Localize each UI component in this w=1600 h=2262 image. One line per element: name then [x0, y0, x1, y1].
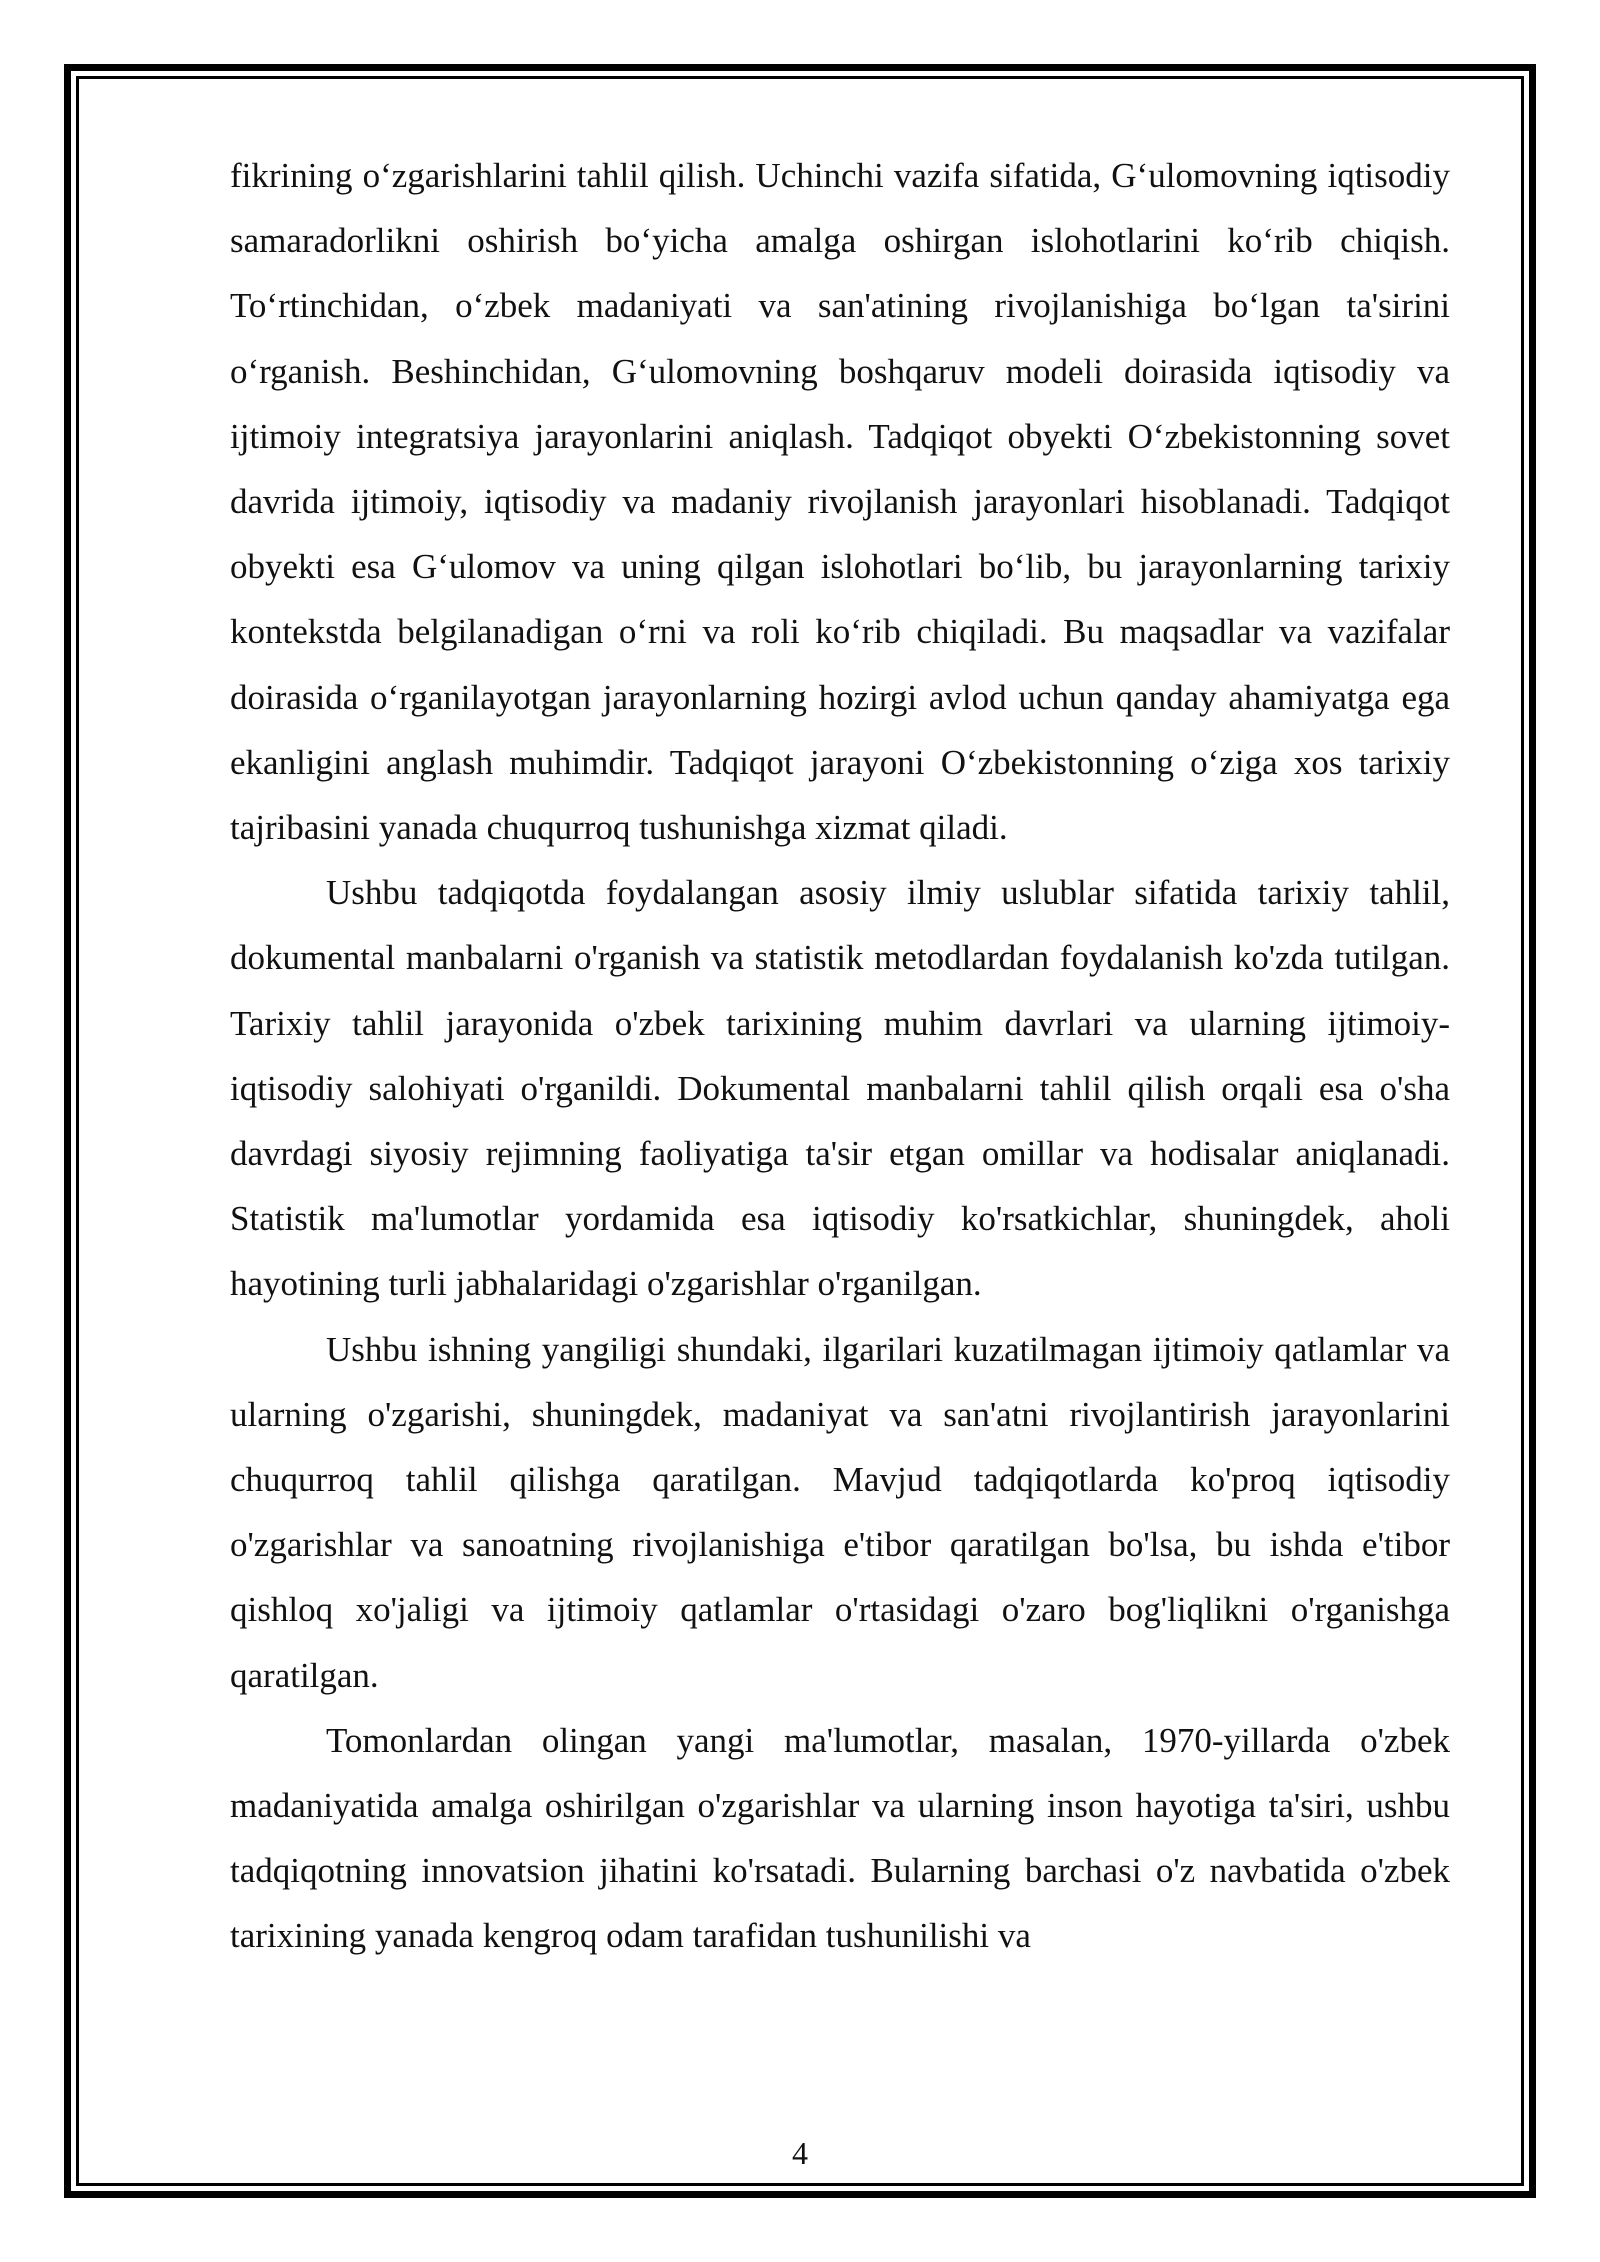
text-line: fikrining o‘zgarishlarini tahlil qilish. Uchinchi vazifa sifatida, G‘ulomovning	[230, 156, 1318, 195]
text-line: ijtimoiy-iqtisodiy salohiyati o'rganildi. Dokumental manbalarni tahlil qilish	[230, 1003, 1450, 1108]
paragraph-4	[230, 1708, 1450, 1969]
document-body	[230, 143, 1450, 1969]
paragraph-1	[230, 143, 1450, 860]
text-line: dokumental manbalarni o'rganish va statistik metodlardan foydalanish ko'zda	[230, 938, 1324, 978]
text-line: chiqish. To‘rtinchidan, o‘zbek madaniyati va san'atining rivojlanishiga bo‘lgan	[230, 221, 1450, 326]
text-line: yanada chuqurroq tushunishga xizmat qiladi.	[378, 808, 1008, 848]
text-line: qatlamlar va ularning o'zgarishi, shuningdek, madaniyat va san'atni rivojlantirish	[230, 1329, 1451, 1434]
text-line: O‘zbekistonning sovet davrida ijtimoiy, iqtisodiy va madaniy rivojlanish	[230, 416, 1451, 522]
text-line: hodisalar aniqlanadi. Statistik ma'lumotlar yordamida esa iqtisodiy	[230, 1134, 1450, 1239]
text-line: islohotlari bo‘lib, bu jarayonlarning tarixiy kontekstda belgilanadigan o‘rni va	[230, 547, 1451, 652]
paragraph-2	[230, 860, 1450, 1316]
text-line: jarayonlarini chuqurroq tahlil qilishga qaratilgan. Mavjud tadqiqotlarda ko'proq	[230, 1394, 1450, 1500]
text-line: o'rganishga qaratilgan.	[230, 1590, 1450, 1695]
text-line: Ushbu ishning yangiligi shundaki, ilgarilari kuzatilmagan ijtimoiy	[326, 1329, 1264, 1369]
text-line: jarayonlarning hozirgi avlod uchun qanday ahamiyatga ega ekanligini anglash	[230, 677, 1451, 782]
text-line: o'rganilgan.	[817, 1264, 982, 1304]
text-line: ko'rsatkichlar, shuningdek, aholi hayotining turli jabhalaridagi o'zgarishlar	[230, 1199, 1451, 1304]
text-line: iqtisodiy va ijtimoiy integratsiya jarayonlarini aniqlash. Tadqiqot obyekti	[230, 351, 1450, 456]
text-line: navbatida o'zbek tarixining yanada kengroq odam tarafidan tushunilishi va	[230, 1851, 1450, 1956]
paragraph-3	[230, 1317, 1450, 1708]
text-line: ushbu tadqiqotning innovatsion jihatini ko'rsatadi. Bularning barchasi o'z	[230, 1786, 1451, 1891]
text-line: orqali esa o'sha davrdagi siyosiy rejimning faoliyatiga ta'sir etgan omillar va	[230, 1068, 1451, 1174]
text-line: tutilgan. Tarixiy tahlil jarayonida o'zbek tarixining muhim davrlari va ularning	[230, 938, 1451, 1043]
text-line: madaniyatida amalga oshirilgan o'zgarishlar va ularning inson hayotiga ta'siri,	[230, 1786, 1354, 1826]
text-line: Ushbu tadqiqotda foydalangan asosiy ilmiy uslublar sifatida tarixiy tahlil,	[326, 873, 1450, 913]
text-line: ishda e'tibor qishloq xo'jaligi va ijtimoiy qatlamlar o'rtasidagi o'zaro bog'liqlikni	[230, 1525, 1451, 1630]
text-line: jarayonlari hisoblanadi. Tadqiqot obyekti esa G‘ulomov va uning qilgan	[230, 482, 1451, 587]
text-line: muhimdir. Tadqiqot jarayoni O‘zbekistonning o‘ziga xos tarixiy tajribasini	[230, 742, 1450, 848]
text-line: iqtisodiy samaradorlikni oshirish bo‘yicha amalga oshirgan islohotlarini ko‘rib	[230, 156, 1451, 261]
text-line: iqtisodiy o'zgarishlar va sanoatning rivojlanishiga e'tibor qaratilgan bo'lsa, bu	[230, 1460, 1450, 1565]
text-line: ta'sirini o‘rganish. Beshinchidan, G‘ulomovning boshqaruv modeli doirasida	[230, 286, 1451, 391]
text-line: roli ko‘rib chiqiladi. Bu maqsadlar va vazifalar doirasida o‘rganilayotgan	[230, 612, 1450, 717]
page-number: 4	[792, 2135, 808, 2171]
text-line: Tomonlardan olingan yangi ma'lumotlar, masalan, 1970-yillarda o'zbek	[326, 1720, 1450, 1760]
